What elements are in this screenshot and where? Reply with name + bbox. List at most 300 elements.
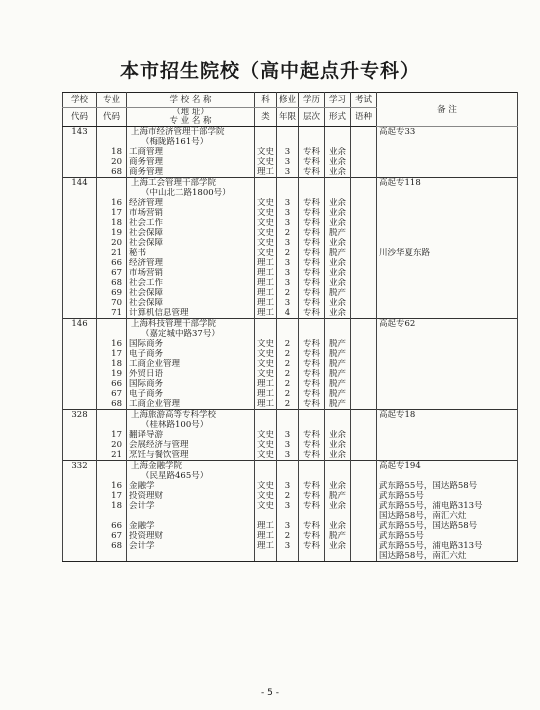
remark-cell <box>377 228 518 238</box>
category-cell: 理工 <box>255 288 277 298</box>
school-code-cell: 332 <box>63 461 97 472</box>
table-body <box>63 127 518 562</box>
exam-cell <box>351 461 377 472</box>
address-row <box>63 329 518 339</box>
remark-cell: 武东路55号 <box>377 491 518 501</box>
school-code-cell <box>63 167 97 178</box>
school-code-cell <box>63 379 97 389</box>
category-cell <box>255 461 277 472</box>
header-duration-2: 年限 <box>277 108 299 127</box>
level-cell: 专科 <box>299 491 325 501</box>
category-cell <box>255 127 277 138</box>
address-row <box>63 188 518 198</box>
name-cell: 会计学 <box>127 541 255 551</box>
level-cell: 专科 <box>299 157 325 167</box>
category-cell: 理工 <box>255 167 277 178</box>
header-major-code-2: 代码 <box>97 108 127 127</box>
mode-cell: 业余 <box>325 167 351 178</box>
name-cell: 投资理财 <box>127 491 255 501</box>
header-name-1 <box>127 93 255 108</box>
major-code-cell: 19 <box>97 228 127 238</box>
exam-cell <box>351 167 377 178</box>
exam-cell <box>351 308 377 319</box>
table-row <box>63 430 518 440</box>
table-row <box>63 218 518 228</box>
major-code-cell <box>97 178 127 189</box>
table-row <box>63 440 518 450</box>
table-row <box>63 308 518 319</box>
remark-cell: 国达路58号，南汇六灶 <box>377 551 518 562</box>
remark-cell <box>377 167 518 178</box>
duration-cell <box>277 471 299 481</box>
header-remark: 备 注 <box>377 93 518 127</box>
category-cell: 理工 <box>255 531 277 541</box>
mode-cell <box>325 127 351 138</box>
category-cell: 理工 <box>255 379 277 389</box>
major-code-cell: 68 <box>97 399 127 410</box>
table-row <box>63 339 518 349</box>
exam-cell <box>351 450 377 461</box>
name-cell: 社会保障 <box>127 228 255 238</box>
duration-cell: 3 <box>277 268 299 278</box>
mode-cell: 脱产 <box>325 491 351 501</box>
institution-row <box>63 461 518 472</box>
school-code-cell <box>63 228 97 238</box>
remark-cell <box>377 258 518 268</box>
exam-cell <box>351 319 377 330</box>
duration-cell <box>277 329 299 339</box>
major-code-cell: 16 <box>97 198 127 208</box>
category-cell: 文史 <box>255 208 277 218</box>
name-cell: 工商企业管理 <box>127 399 255 410</box>
remark-cell <box>377 399 518 410</box>
table-row <box>63 208 518 218</box>
level-cell <box>299 471 325 481</box>
table-row <box>63 481 518 491</box>
category-cell: 理工 <box>255 308 277 319</box>
table-row <box>63 228 518 238</box>
exam-cell <box>351 541 377 551</box>
name-cell <box>127 551 255 562</box>
exam-cell <box>351 531 377 541</box>
category-cell: 文史 <box>255 349 277 359</box>
school-code-cell <box>63 420 97 430</box>
remark-cell <box>377 157 518 167</box>
header-level-2: 层次 <box>299 108 325 127</box>
name-cell: 工商企业管理 <box>127 359 255 369</box>
remark-cell <box>377 268 518 278</box>
remark-cell: 高起专62 <box>377 319 518 330</box>
school-code-cell <box>63 531 97 541</box>
exam-cell <box>351 481 377 491</box>
name-cell: 商务管理 <box>127 157 255 167</box>
address-row <box>63 420 518 430</box>
mode-cell: 脱产 <box>325 369 351 379</box>
remark-cell: 国达路58号，南汇六灶 <box>377 511 518 521</box>
name-cell: 会计学 <box>127 501 255 511</box>
admissions-table <box>62 92 518 562</box>
level-cell <box>299 188 325 198</box>
duration-cell: 3 <box>277 430 299 440</box>
major-code-cell: 17 <box>97 491 127 501</box>
name-cell: 社会保障 <box>127 238 255 248</box>
exam-cell <box>351 440 377 450</box>
name-cell: 金融学 <box>127 481 255 491</box>
category-cell: 文史 <box>255 198 277 208</box>
duration-cell: 3 <box>277 147 299 157</box>
level-cell: 专科 <box>299 198 325 208</box>
school-code-cell <box>63 551 97 562</box>
mode-cell: 业余 <box>325 238 351 248</box>
exam-cell <box>351 258 377 268</box>
table-row <box>63 268 518 278</box>
duration-cell: 4 <box>277 308 299 319</box>
header-major-name: 专 业 名 称 <box>169 116 212 126</box>
name-cell: 金融学 <box>127 521 255 531</box>
header-school-code-1: 学校 <box>63 93 97 108</box>
school-code-cell: 143 <box>63 127 97 138</box>
remark-cell <box>377 238 518 248</box>
major-code-cell: 70 <box>97 298 127 308</box>
category-cell <box>255 329 277 339</box>
header-major-code-1: 专业 <box>97 93 127 108</box>
major-code-cell <box>97 329 127 339</box>
mode-cell: 业余 <box>325 268 351 278</box>
mode-cell <box>325 410 351 421</box>
table-row <box>63 501 518 511</box>
major-code-cell <box>97 188 127 198</box>
major-code-cell: 17 <box>97 349 127 359</box>
category-cell: 理工 <box>255 521 277 531</box>
mode-cell: 业余 <box>325 278 351 288</box>
category-cell: 理工 <box>255 268 277 278</box>
level-cell <box>299 410 325 421</box>
school-code-cell <box>63 450 97 461</box>
duration-cell: 2 <box>277 349 299 359</box>
duration-cell: 3 <box>277 298 299 308</box>
duration-cell <box>277 420 299 430</box>
exam-cell <box>351 501 377 511</box>
major-code-cell: 18 <box>97 501 127 511</box>
level-cell: 专科 <box>299 268 325 278</box>
table-row <box>63 399 518 410</box>
exam-cell <box>351 399 377 410</box>
mode-cell: 脱产 <box>325 389 351 399</box>
institution-row <box>63 127 518 138</box>
duration-cell: 3 <box>277 238 299 248</box>
table-row <box>63 541 518 551</box>
name-cell: 上海旅游高等专科学校 <box>127 410 255 421</box>
table-row <box>63 349 518 359</box>
remark-cell: 武东路55号 <box>377 531 518 541</box>
remark-cell: 高起专18 <box>377 410 518 421</box>
mode-cell: 业余 <box>325 298 351 308</box>
major-code-cell: 66 <box>97 258 127 268</box>
category-cell: 文史 <box>255 359 277 369</box>
major-code-cell: 67 <box>97 268 127 278</box>
exam-cell <box>351 238 377 248</box>
exam-cell <box>351 491 377 501</box>
remark-cell <box>377 471 518 481</box>
remark-cell <box>377 379 518 389</box>
mode-cell: 业余 <box>325 481 351 491</box>
major-code-cell <box>97 471 127 481</box>
category-cell: 文史 <box>255 491 277 501</box>
duration-cell: 2 <box>277 491 299 501</box>
school-code-cell <box>63 278 97 288</box>
remark-cell: 高起专33 <box>377 127 518 138</box>
level-cell: 专科 <box>299 440 325 450</box>
mode-cell <box>325 319 351 330</box>
major-code-cell: 17 <box>97 430 127 440</box>
table-row <box>63 238 518 248</box>
mode-cell: 脱产 <box>325 248 351 258</box>
major-code-cell: 18 <box>97 147 127 157</box>
exam-cell <box>351 389 377 399</box>
remark-cell <box>377 440 518 450</box>
major-code-cell: 20 <box>97 238 127 248</box>
school-code-cell <box>63 440 97 450</box>
exam-cell <box>351 369 377 379</box>
name-cell: 电子商务 <box>127 349 255 359</box>
duration-cell: 2 <box>277 379 299 389</box>
exam-cell <box>351 157 377 167</box>
table-row <box>63 288 518 298</box>
duration-cell: 3 <box>277 450 299 461</box>
name-cell: 国际商务 <box>127 379 255 389</box>
level-cell: 专科 <box>299 501 325 511</box>
mode-cell: 业余 <box>325 147 351 157</box>
category-cell: 理工 <box>255 298 277 308</box>
level-cell: 专科 <box>299 339 325 349</box>
duration-cell: 3 <box>277 440 299 450</box>
duration-cell: 3 <box>277 481 299 491</box>
duration-cell <box>277 188 299 198</box>
school-code-cell <box>63 137 97 147</box>
category-cell: 文史 <box>255 440 277 450</box>
category-cell: 理工 <box>255 541 277 551</box>
header-duration-1: 修业 <box>277 93 299 108</box>
level-cell: 专科 <box>299 450 325 461</box>
admissions-table-wrapper <box>62 92 517 562</box>
address-row <box>63 471 518 481</box>
exam-cell <box>351 278 377 288</box>
name-cell: 经济管理 <box>127 258 255 268</box>
mode-cell: 脱产 <box>325 228 351 238</box>
level-cell: 专科 <box>299 278 325 288</box>
school-code-cell <box>63 399 97 410</box>
header-mode-1: 学习 <box>325 93 351 108</box>
level-cell <box>299 127 325 138</box>
table-row <box>63 147 518 157</box>
mode-cell: 脱产 <box>325 359 351 369</box>
remark-cell <box>377 188 518 198</box>
school-code-cell <box>63 268 97 278</box>
name-cell: 烹饪与餐饮管理 <box>127 450 255 461</box>
name-cell: 市场营销 <box>127 268 255 278</box>
category-cell <box>255 420 277 430</box>
category-cell <box>255 471 277 481</box>
major-code-cell: 68 <box>97 278 127 288</box>
remark-cell <box>377 288 518 298</box>
remark-cell <box>377 430 518 440</box>
exam-cell <box>351 228 377 238</box>
category-cell <box>255 319 277 330</box>
exam-cell <box>351 349 377 359</box>
exam-cell <box>351 248 377 258</box>
major-code-cell: 17 <box>97 208 127 218</box>
exam-cell <box>351 147 377 157</box>
major-code-cell: 21 <box>97 450 127 461</box>
mode-cell: 业余 <box>325 308 351 319</box>
major-code-cell <box>97 137 127 147</box>
duration-cell <box>277 127 299 138</box>
name-cell: 上海市经济管理干部学院 <box>127 127 255 138</box>
name-cell: 翻译导游 <box>127 430 255 440</box>
mode-cell: 业余 <box>325 450 351 461</box>
mode-cell <box>325 471 351 481</box>
duration-cell: 2 <box>277 399 299 410</box>
table-row <box>63 531 518 541</box>
category-cell <box>255 551 277 562</box>
mode-cell: 脱产 <box>325 379 351 389</box>
category-cell: 文史 <box>255 481 277 491</box>
school-code-cell <box>63 369 97 379</box>
school-code-cell <box>63 339 97 349</box>
major-code-cell <box>97 461 127 472</box>
duration-cell: 3 <box>277 501 299 511</box>
remark-cell <box>377 198 518 208</box>
remark-cell <box>377 369 518 379</box>
level-cell: 专科 <box>299 208 325 218</box>
category-cell <box>255 511 277 521</box>
exam-cell <box>351 339 377 349</box>
school-code-cell <box>63 238 97 248</box>
major-code-cell: 16 <box>97 339 127 349</box>
header-address: （地 址） <box>172 107 209 117</box>
mode-cell <box>325 461 351 472</box>
level-cell <box>299 511 325 521</box>
page-title: 本市招生院校（高中起点升专科） <box>119 60 420 82</box>
exam-cell <box>351 208 377 218</box>
category-cell: 理工 <box>255 258 277 268</box>
major-code-cell <box>97 410 127 421</box>
remark-cell <box>377 359 518 369</box>
name-cell: 经济管理 <box>127 198 255 208</box>
page-number: - 5 - <box>261 688 279 698</box>
mode-cell <box>325 420 351 430</box>
exam-cell <box>351 298 377 308</box>
header-level-1: 学历 <box>299 93 325 108</box>
level-cell <box>299 551 325 562</box>
remark-cell <box>377 450 518 461</box>
remark-cell: 武东路55号，浦电路313号 <box>377 501 518 511</box>
category-cell: 文史 <box>255 450 277 461</box>
name-cell: 社会工作 <box>127 278 255 288</box>
remark-cell <box>377 147 518 157</box>
level-cell: 专科 <box>299 389 325 399</box>
duration-cell <box>277 319 299 330</box>
table-row <box>63 258 518 268</box>
school-code-cell <box>63 198 97 208</box>
name-cell <box>127 511 255 521</box>
level-cell: 专科 <box>299 167 325 178</box>
name-cell: 会展经济与管理 <box>127 440 255 450</box>
school-code-cell <box>63 157 97 167</box>
category-cell <box>255 137 277 147</box>
duration-cell: 3 <box>277 167 299 178</box>
major-code-cell: 68 <box>97 541 127 551</box>
header-name-2 <box>127 108 255 127</box>
school-code-cell <box>63 359 97 369</box>
level-cell <box>299 461 325 472</box>
level-cell: 专科 <box>299 228 325 238</box>
table-row <box>63 389 518 399</box>
exam-cell <box>351 379 377 389</box>
institution-row <box>63 410 518 421</box>
duration-cell: 3 <box>277 218 299 228</box>
exam-cell <box>351 471 377 481</box>
level-cell: 专科 <box>299 481 325 491</box>
exam-cell <box>351 288 377 298</box>
duration-cell: 2 <box>277 339 299 349</box>
school-code-cell <box>63 521 97 531</box>
level-cell: 专科 <box>299 288 325 298</box>
name-cell: （梅陇路161号） <box>127 137 255 147</box>
exam-cell <box>351 329 377 339</box>
mode-cell: 业余 <box>325 258 351 268</box>
category-cell: 文史 <box>255 238 277 248</box>
name-cell: 计算机信息管理 <box>127 308 255 319</box>
table-row <box>63 167 518 178</box>
level-cell: 专科 <box>299 359 325 369</box>
level-cell: 专科 <box>299 541 325 551</box>
major-code-cell: 19 <box>97 369 127 379</box>
duration-cell: 3 <box>277 198 299 208</box>
duration-cell: 2 <box>277 248 299 258</box>
mode-cell: 业余 <box>325 501 351 511</box>
remark-cell <box>377 329 518 339</box>
category-cell: 文史 <box>255 248 277 258</box>
mode-cell: 业余 <box>325 198 351 208</box>
school-code-cell <box>63 389 97 399</box>
remark-cell <box>377 298 518 308</box>
school-code-cell <box>63 208 97 218</box>
category-cell: 文史 <box>255 430 277 440</box>
major-code-cell: 66 <box>97 379 127 389</box>
mode-cell: 业余 <box>325 521 351 531</box>
school-code-cell <box>63 430 97 440</box>
level-cell: 专科 <box>299 369 325 379</box>
remark-cell <box>377 339 518 349</box>
category-cell: 文史 <box>255 339 277 349</box>
mode-cell: 脱产 <box>325 339 351 349</box>
table-row <box>63 369 518 379</box>
name-cell: 国际商务 <box>127 339 255 349</box>
table-header <box>63 93 518 127</box>
level-cell: 专科 <box>299 238 325 248</box>
table-row <box>63 298 518 308</box>
major-code-cell: 18 <box>97 359 127 369</box>
level-cell: 专科 <box>299 308 325 319</box>
header-school-name: 学 校 名 称 <box>169 95 212 105</box>
remark-cell <box>377 278 518 288</box>
header-category-2: 类 <box>255 108 277 127</box>
major-code-cell <box>97 511 127 521</box>
category-cell: 文史 <box>255 218 277 228</box>
name-cell: 电子商务 <box>127 389 255 399</box>
category-cell <box>255 188 277 198</box>
